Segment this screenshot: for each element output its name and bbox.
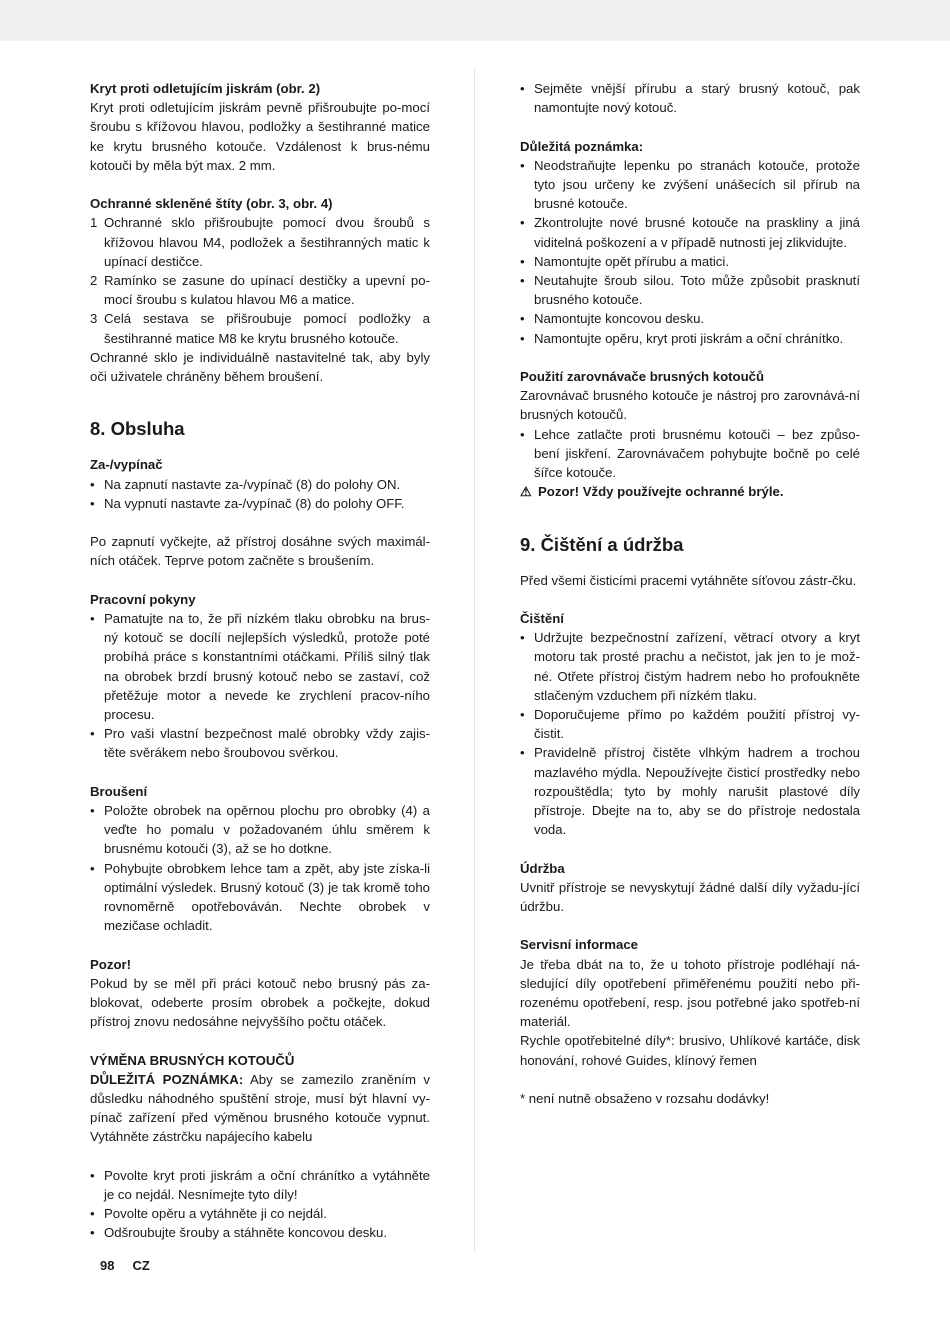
list-item: 3 Celá sestava se přišroubuje pomocí podložky a šestihranné matice M8 ke krytu brusného kotouče. bbox=[90, 311, 430, 346]
list-item: • Na zapnutí nastavte za-/vypínač (8) do polohy ON. bbox=[90, 475, 430, 494]
vymena-continued-list bbox=[520, 79, 860, 117]
right-column bbox=[520, 79, 860, 1108]
servis-paragraph-2: Rychle opotřebitelné díly*: brusivo, Uhlíkové kartáče, disk honování, rohové Guides, klínový řemen bbox=[520, 1033, 860, 1068]
top-gray-band bbox=[0, 0, 950, 41]
kryt-heading: Kryt proti odletujícím jiskrám (obr. 2) bbox=[90, 81, 321, 96]
list-item: • Položte obrobek na opěrnou plochu pro obrobky (4) a veďte ho pomalu v požadovaném úhlu směrem k brusnému kotouči (3), až se ho dotkne. bbox=[90, 801, 430, 859]
vymena-paragraph bbox=[90, 1070, 430, 1147]
list-item: • Namontujte opěru, kryt proti jiskrám a oční chránítko. bbox=[520, 329, 860, 348]
list-item: • Neodstraňujte lepenku po stranách kotouče, protože tyto jsou určeny ke zvýšení unášecích sil přírub na brusné kotouče. bbox=[520, 156, 860, 214]
list-item: 1 Ochranné sklo přišroubujte pomocí dvou šroubů s křížovou hlavou M4, podložek a šestihranných matic k upínací destičce. bbox=[90, 215, 430, 269]
warning-text: Pozor! Vždy používejte ochranné brýle. bbox=[538, 484, 784, 500]
vypinac-paragraph: Po zapnutí vyčkejte, až přístroj dosáhne svých maximál-ních otáček. Teprve potom začněte s broušením. bbox=[90, 534, 430, 569]
safety-warning bbox=[520, 482, 860, 501]
stity-heading: Ochranné skleněné štíty (obr. 3, obr. 4) bbox=[90, 196, 333, 212]
poznamka-list bbox=[520, 156, 860, 348]
udrzba-paragraph: Uvnitř přístroje se nevyskytují žádné další díly vyžadu-jící údržbu. bbox=[520, 879, 860, 915]
pozor-paragraph: Pokud by se měl při práci kotouč nebo brusný pás za-blokovat, odeberte prosím obrobek a počkejte, dokud přístroj znovu nedosáhne nejvyššího počtu otáček. bbox=[90, 975, 430, 1030]
page-footer bbox=[100, 1258, 168, 1273]
sec9-paragraph: Před všemi čisticími pracemi vytáhněte síťovou zástr-čku. bbox=[520, 572, 857, 588]
list-item: • Namontujte opět přírubu a matici. bbox=[520, 252, 860, 271]
vypinac-heading: Za-/vypínač bbox=[90, 457, 163, 473]
page-number: 98 bbox=[100, 1258, 115, 1273]
zarovnavac-list bbox=[520, 425, 860, 483]
stity-paragraph: Ochranné sklo je individuálně nastavitelné tak, aby byly oči uživatele chráněny během broušení. bbox=[90, 349, 430, 385]
list-item: • Sejměte vnější přírubu a starý brusný kotouč, pak namontujte nový kotouč. bbox=[520, 79, 860, 117]
warning-triangle-icon: ⚠ bbox=[520, 484, 532, 500]
list-item: 2 Ramínko se zasune do upínací destičky a upevní po-mocí šroubu s kulatou hlavou M6 a matice. bbox=[90, 273, 430, 308]
pozor-heading: Pozor! bbox=[90, 956, 132, 972]
servis-paragraph-1: Je třeba dbát na to, že u tohoto přístroje podléhají ná-sledující díly opotřebení přiměřenému použití nebo při-rozenému opotřebení, resp. jsou potřebné jako spotřeb-ní materiál. bbox=[520, 956, 860, 1030]
pokyny-heading: Pracovní pokyny bbox=[90, 591, 196, 607]
list-item: • Pro vaši vlastní bezpečnost malé obrobky vždy zajis-těte svěrákem nebo šroubovou svěrkou. bbox=[90, 724, 430, 762]
kryt-paragraph: Kryt proti odletujícím jiskrám pevně přišroubujte po-mocí šroubu s křížovou hlavou, podložky a šestihranné matice ke krytu brusného kotouče. Vzdálenost k brus-nému kotouči by měla být max. 2 mm. bbox=[90, 100, 430, 173]
cisteni-list bbox=[520, 628, 860, 839]
list-item: • Namontujte koncovou desku. bbox=[520, 309, 860, 328]
stity-list bbox=[90, 213, 430, 347]
list-item: • Na vypnutí nastavte za-/vypínač (8) do polohy OFF. bbox=[90, 494, 430, 513]
servis-heading: Servisní informace bbox=[520, 937, 639, 953]
vymena-note-label: DŮLEŽITÁ POZNÁMKA: bbox=[90, 1071, 244, 1087]
list-item: • Pamatujte na to, že při nízkém tlaku obrobku na brus-ný kotouč se docílí nejlepších výsledků, protože poté probíhá práce s konstantními otáčkami. Příliš silný tlak na obrobek brzdí brusný kotouč nebo se zastaví, což přetěžuje motor a nevede ke zrychlení pracov-ního procesu. bbox=[90, 609, 430, 724]
left-column bbox=[90, 79, 430, 1243]
section-8-heading: 8. Obsluha bbox=[90, 418, 185, 440]
zarovnavac-heading: Použití zarovnávače brusných kotoučů bbox=[520, 369, 765, 385]
vymena-note-text: Aby se zamezilo zraněním v důsledku náhodného spuštění stroje, musí být hlavní vy-pínač zařízení před výměnou brusného kotouče vypnut. Vytáhněte zástrčku napájecího kabelu bbox=[90, 1071, 430, 1145]
language-code: CZ bbox=[132, 1258, 150, 1273]
list-item: • Povolte kryt proti jiskrám a oční chránítko a vytáhněte je co nejdál. Nesnímejte tyto díly! bbox=[90, 1166, 430, 1204]
list-item: • Neutahujte šroub silou. Toto může způsobit prasknutí brusného kotouče. bbox=[520, 271, 860, 309]
list-item: • Lehce zatlačte proti brusnému kotouči – bez způso-bení jiskření. Zarovnávačem pohybujte bočně po celé šířce kotouče. bbox=[520, 425, 860, 483]
brouseni-heading: Broušení bbox=[90, 783, 148, 799]
footnote: * není nutně obsaženo v rozsahu dodávky! bbox=[520, 1091, 770, 1107]
list-item: • Pohybujte obrobkem lehce tam a zpět, aby jste získa-li optimální výsledek. Brusný kotouč (3) je tak kromě toho rovnoměrně opotřebováván. Nechte obrobek v mezičase ochladit. bbox=[90, 859, 430, 936]
cisteni-heading: Čištění bbox=[520, 611, 564, 627]
brouseni-list bbox=[90, 801, 430, 935]
list-item: • Doporučujeme přímo po každém použití přístroj vy-čistit. bbox=[520, 705, 860, 743]
zarovnavac-paragraph: Zarovnávač brusného kotouče je nástroj pro zarovnává-ní brusných kotoučů. bbox=[520, 388, 860, 423]
list-item: • Zkontrolujte nové brusné kotouče na praskliny a jiná viditelná poškození a v případě nutnosti jej zlikvidujte. bbox=[520, 213, 860, 251]
udrzba-heading: Údržba bbox=[520, 860, 565, 876]
vymena-heading: VÝMĚNA BRUSNÝCH KOTOUČŮ bbox=[90, 1052, 295, 1068]
column-divider bbox=[474, 68, 475, 1252]
pokyny-list bbox=[90, 609, 430, 763]
list-item: • Udržujte bezpečnostní zařízení, větrací otvory a kryt motoru tak prosté prachu a nečistot, jak jen to je mož-né. Otřete přístroj čistým hadrem nebo ho profoukněte stlačeným vzduchem při nízkém tlaku. bbox=[520, 628, 860, 705]
list-item: • Pravidelně přístroj čistěte vlhkým hadrem a trochou mazlavého mýdla. Nepoužívejte čisticí prostředky nebo rozpouštědla; tyto by mohly narušit plastové díly přístroje. Dbejte na to, aby se do přístroje nedostala voda. bbox=[520, 743, 860, 839]
vypinac-list bbox=[90, 475, 430, 513]
list-item: • Odšroubujte šrouby a stáhněte koncovou desku. bbox=[90, 1223, 430, 1242]
list-item: • Povolte opěru a vytáhněte ji co nejdál. bbox=[90, 1204, 430, 1223]
poznamka-heading: Důležitá poznámka: bbox=[520, 138, 644, 154]
vymena-list bbox=[90, 1166, 430, 1243]
section-9-heading: 9. Čištění a údržba bbox=[520, 533, 684, 555]
